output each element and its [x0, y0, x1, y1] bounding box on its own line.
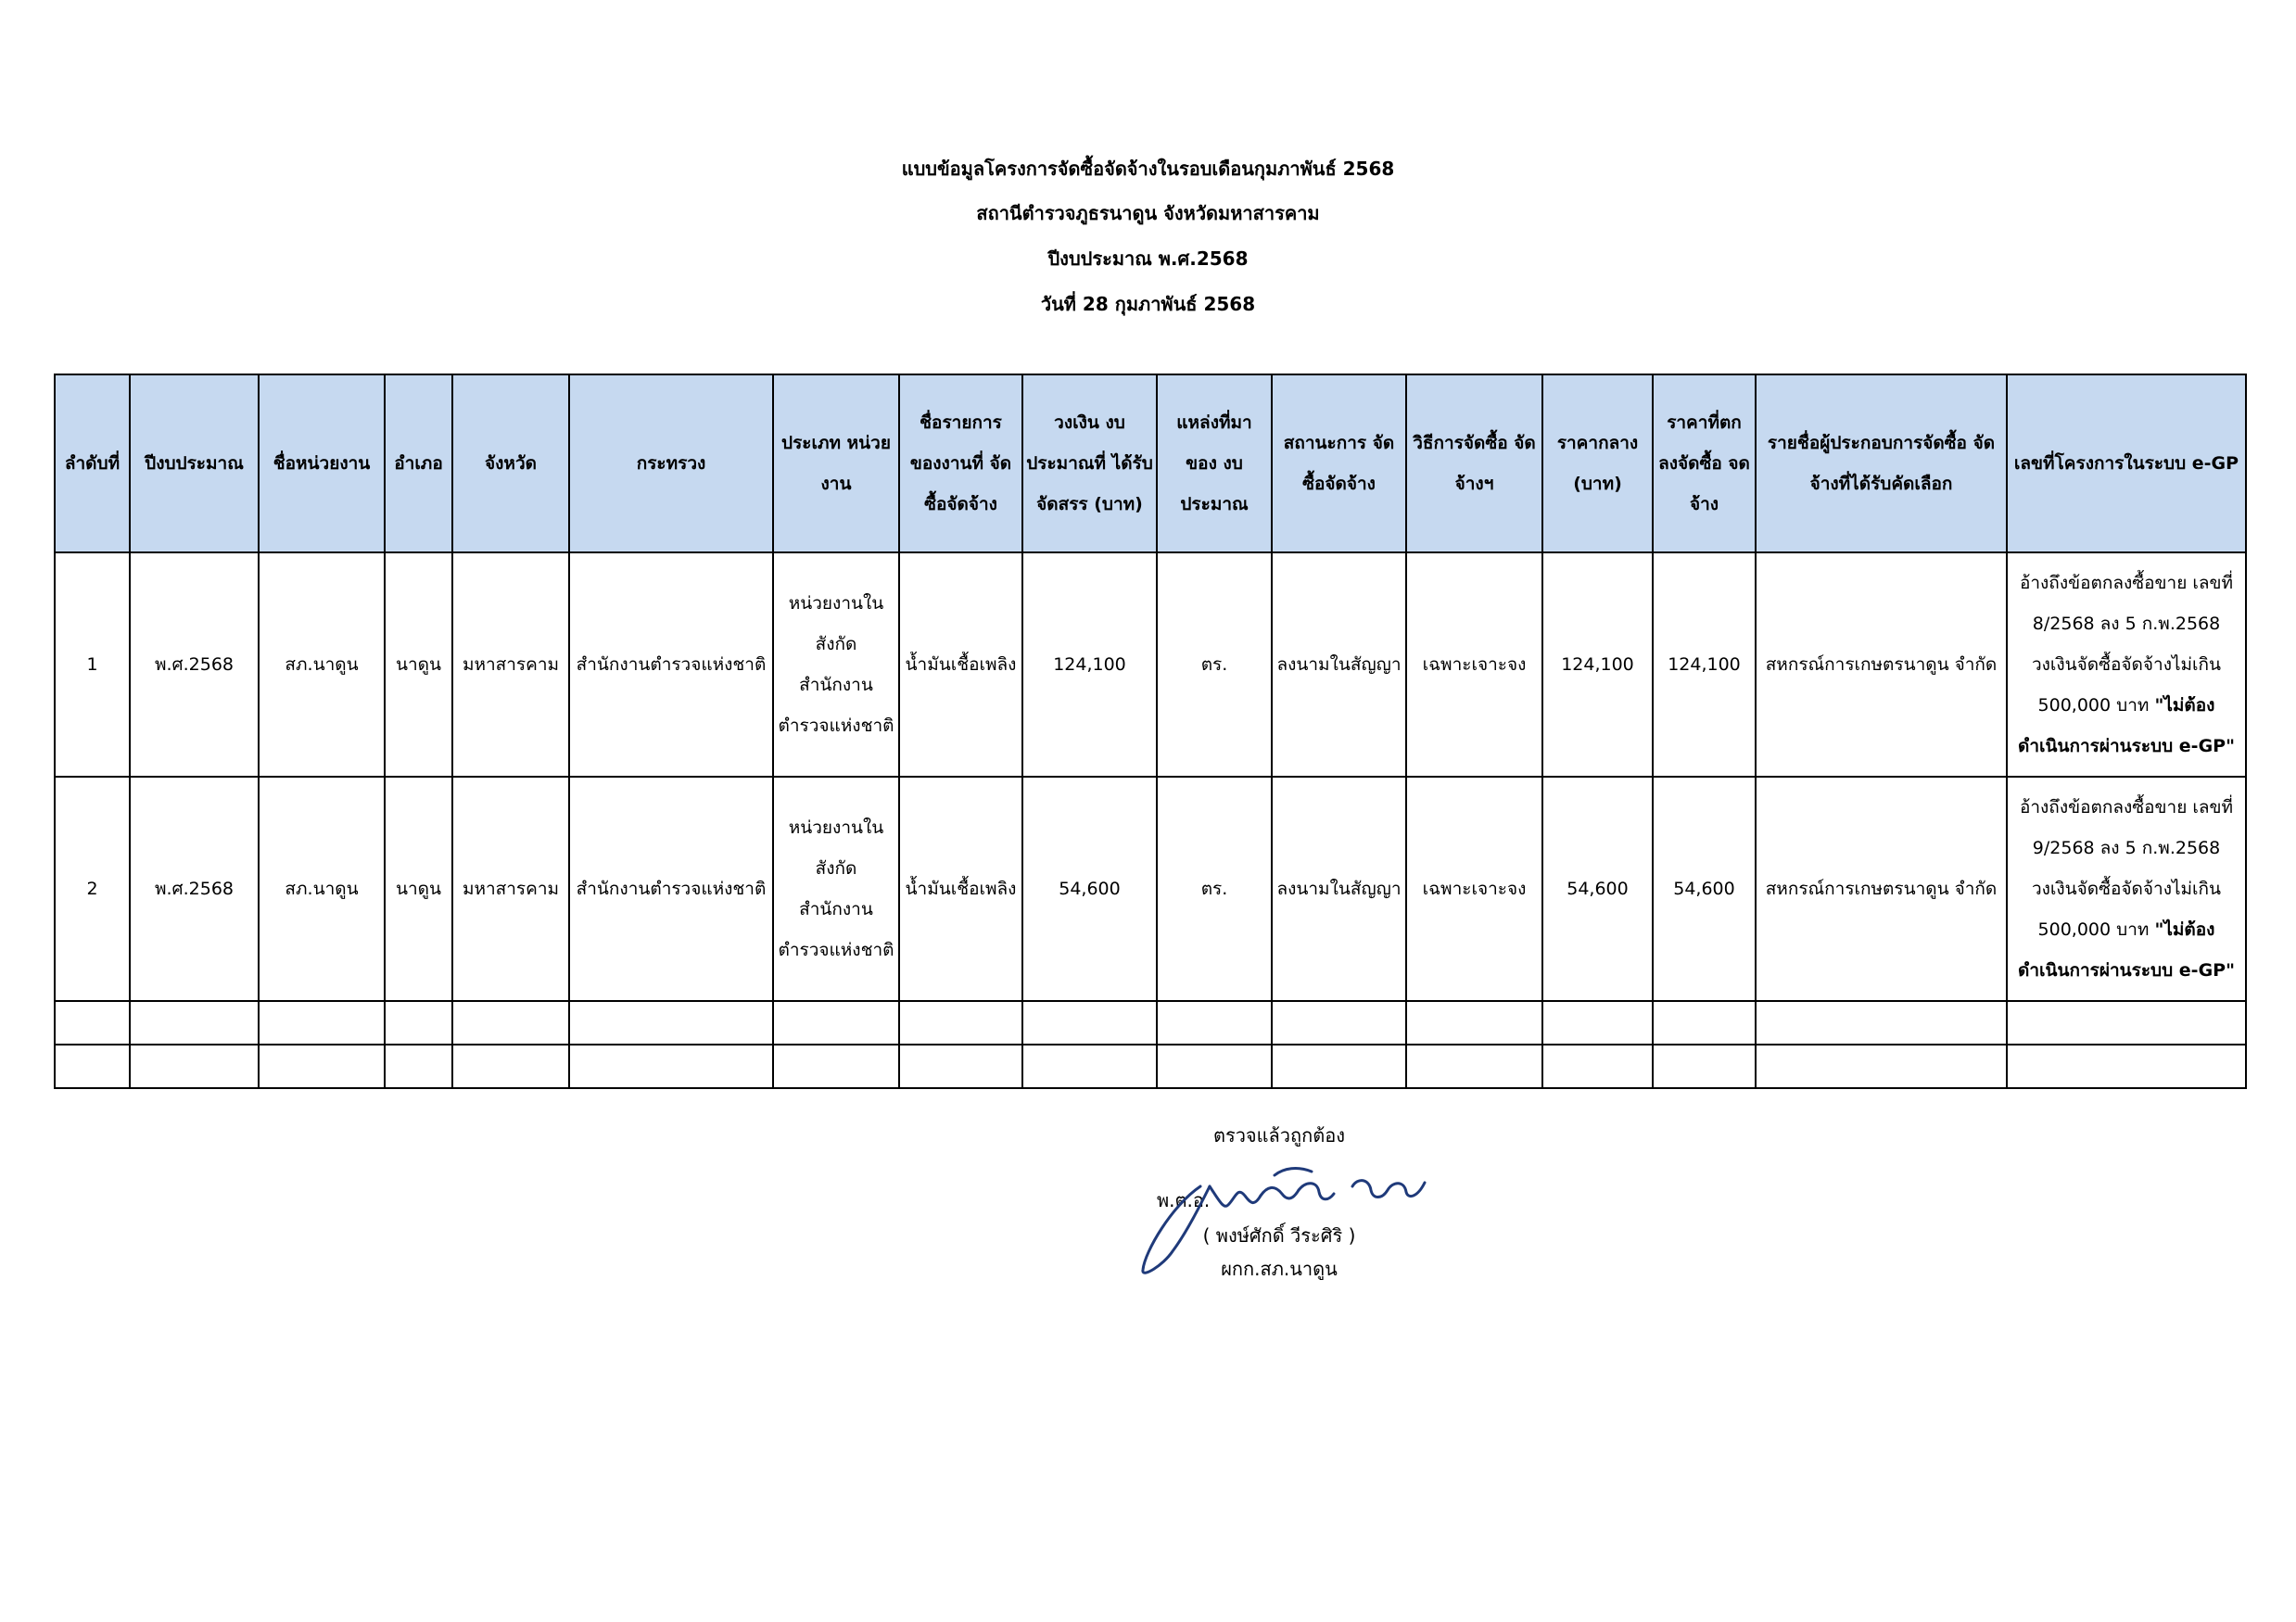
cell-agency: สภ.นาดูน: [259, 552, 385, 777]
cell-no: 1: [55, 552, 130, 777]
cell-source: ตร.: [1157, 552, 1272, 777]
cell-agreed-price: 54,600: [1653, 777, 1756, 1001]
cell-province: มหาสารคาม: [452, 777, 569, 1001]
cell-egp: [2007, 777, 2246, 1001]
signer-rank: พ.ต.อ.: [1157, 1189, 1211, 1211]
report-date: วันที่ 28 กุมภาพันธ์ 2568: [1040, 293, 1256, 315]
cell-item: น้ำมันเชื้อเพลิง: [899, 777, 1022, 1001]
cell-ref-price: 54,600: [1542, 777, 1653, 1001]
egp-note-bold: "ไม่ต้อง ดำเนินการผ่านระบบ e-GP": [2018, 919, 2235, 981]
col-header: ประเภท หน่วยงาน: [773, 374, 899, 552]
station-name: สถานีตำรวจภูธรนาดูน จังหวัดมหาสารคาม: [976, 202, 1320, 224]
verified-label: ตรวจแล้วถูกต้อง: [1212, 1124, 1346, 1147]
cell-agency: สภ.นาดูน: [259, 777, 385, 1001]
egp-note: อ้างถึงข้อตกลงซื้อขาย เลขที่ 8/2568 ลง 5 ก.พ.2568 วงเงินจัดซื้อจัดจ้างไม่เกิน 500,000 บาท: [2019, 573, 2234, 716]
col-header: รายชื่อผู้ประกอบการจัดซื้อ จัดจ้างที่ได้รับคัดเลือก: [1756, 374, 2007, 552]
procurement-table: [54, 374, 2247, 1089]
col-header: แหล่งที่มา ของ งบประมาณ: [1157, 374, 1272, 552]
col-header: อำเภอ: [385, 374, 452, 552]
col-header: ราคากลาง (บาท): [1542, 374, 1653, 552]
cell-agency-type: หน่วยงานใน สังกัด สำนักงาน ตำรวจแห่งชาติ: [773, 777, 899, 1001]
table-row: [55, 552, 2246, 777]
cell-year: พ.ศ.2568: [130, 777, 259, 1001]
cell-item: น้ำมันเชื้อเพลิง: [899, 552, 1022, 777]
cell-no: 2: [55, 777, 130, 1001]
col-header: วิธีการจัดซื้อ จัดจ้างฯ: [1406, 374, 1542, 552]
cell-budget: 124,100: [1022, 552, 1157, 777]
col-header: กระทรวง: [569, 374, 773, 552]
col-header: สถานะการ จัดซื้อจัดจ้าง: [1272, 374, 1406, 552]
cell-vendor: สหกรณ์การเกษตรนาดูน จำกัด: [1756, 552, 2007, 777]
cell-vendor: สหกรณ์การเกษตรนาดูน จำกัด: [1756, 777, 2007, 1001]
cell-ref-price: 124,100: [1542, 552, 1653, 777]
cell-budget: 54,600: [1022, 777, 1157, 1001]
empty-row: [55, 1045, 2246, 1088]
document-title: แบบข้อมูลโครงการจัดซื้อจัดจ้างในรอบเดือนกุมภาพันธ์ 2568: [901, 158, 1395, 180]
signer-position: ผกก.สภ.นาดูน: [1221, 1258, 1338, 1280]
cell-district: นาดูน: [385, 552, 452, 777]
col-header: ราคาที่ตก ลงจัดซื้อ จดจ้าง: [1653, 374, 1756, 552]
table-header-row: [55, 374, 2246, 552]
cell-status: ลงนามในสัญญา: [1272, 552, 1406, 777]
cell-source: ตร.: [1157, 777, 1272, 1001]
cell-year: พ.ศ.2568: [130, 552, 259, 777]
cell-method: เฉพาะเจาะจง: [1406, 777, 1542, 1001]
empty-row: [55, 1001, 2246, 1045]
cell-agency-type: หน่วยงานใน สังกัด สำนักงาน ตำรวจแห่งชาติ: [773, 552, 899, 777]
cell-egp: [2007, 552, 2246, 777]
fiscal-year: ปีงบประมาณ พ.ศ.2568: [1047, 247, 1249, 270]
cell-province: มหาสารคาม: [452, 552, 569, 777]
cell-ministry: สำนักงานตำรวจแห่งชาติ: [569, 552, 773, 777]
egp-note: อ้างถึงข้อตกลงซื้อขาย เลขที่ 9/2568 ลง 5 ก.พ.2568 วงเงินจัดซื้อจัดจ้างไม่เกิน 500,000 บาท: [2019, 797, 2234, 940]
col-header: ปีงบประมาณ: [130, 374, 259, 552]
col-header: ลำดับที่: [55, 374, 130, 552]
cell-agreed-price: 124,100: [1653, 552, 1756, 777]
col-header: ชื่อรายการ ของงานที่ จัดซื้อจัดจ้าง: [899, 374, 1022, 552]
signer-name: ( พงษ์ศักดิ์ วีระศิริ ): [1202, 1224, 1356, 1247]
table-row: [55, 777, 2246, 1001]
cell-status: ลงนามในสัญญา: [1272, 777, 1406, 1001]
cell-method: เฉพาะเจาะจง: [1406, 552, 1542, 777]
cell-district: นาดูน: [385, 777, 452, 1001]
col-header: วงเงิน งบประมาณที่ ได้รับจัดสรร (บาท): [1022, 374, 1157, 552]
col-header: ชื่อหน่วยงาน: [259, 374, 385, 552]
egp-note-bold: "ไม่ต้อง ดำเนินการผ่านระบบ e-GP": [2018, 695, 2235, 756]
cell-ministry: สำนักงานตำรวจแห่งชาติ: [569, 777, 773, 1001]
col-header: เลขที่โครงการในระบบ e-GP: [2007, 374, 2246, 552]
col-header: จังหวัด: [452, 374, 569, 552]
